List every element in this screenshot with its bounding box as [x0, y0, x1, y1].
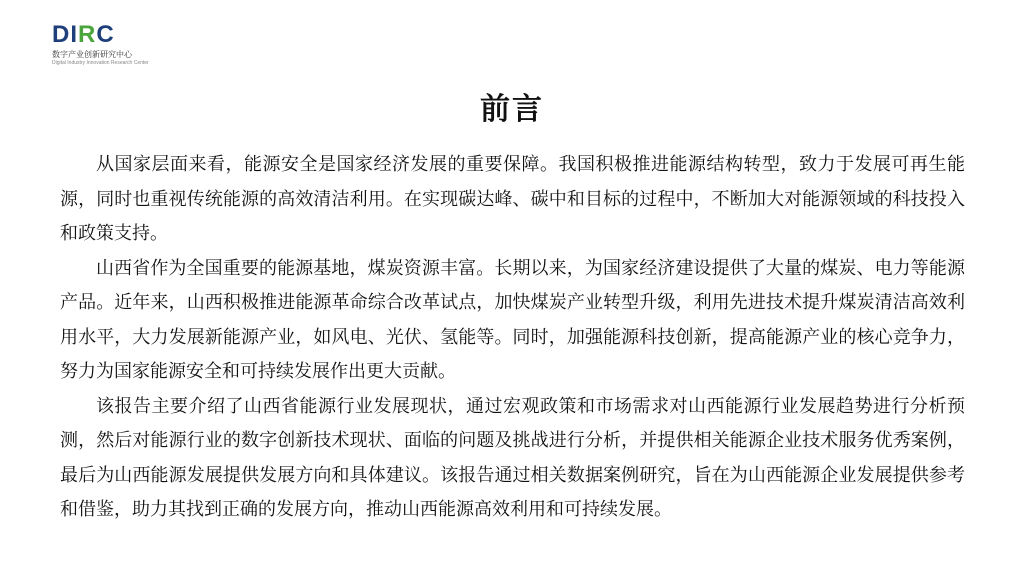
logo-text-r: R [78, 21, 97, 48]
page-title: 前言 [480, 92, 544, 127]
dirc-logo [52, 22, 162, 70]
logo-text [52, 22, 115, 48]
logo-subtitle-en: Digital Industry Innovation Research Center [52, 60, 149, 66]
paragraph-national-energy: 从国家层面来看，能源安全是国家经济发展的重要保障。我国积极推进能源结构转型，致力于发展可再生能源，同时也重视传统能源的高效清洁利用。在实现碳达峰、碳中和目标的过程中，不断加大对能源领域的科技投入和政策支持。 [60, 154, 965, 244]
logo-subtitle-cn: 数字产业创新研究中心 [52, 50, 132, 59]
logo-text-di: DI [52, 21, 78, 48]
paragraph-report-summary: 该报告主要介绍了山西省能源行业发展现状，通过宏观政策和市场需求对山西能源行业发展趋势进行分析预测，然后对能源行业的数字创新技术现状、面临的问题及挑战进行分析，并提供相关能源企业技术服务优秀案例，最后为山西能源发展提供发展方向和具体建议。该报告通过相关数据案例研究，旨在为山西能源企业发展提供参考和借鉴，助力其找到正确的发展方向，推动山西能源高效利用和可持续发展。 [60, 395, 965, 520]
body-text [60, 148, 965, 528]
paragraph-shanxi-energy-base: 山西省作为全国重要的能源基地，煤炭资源丰富。长期以来，为国家经济建设提供了大量的煤炭、电力等能源产品。近年来，山西积极推进能源革命综合改革试点，加快煤炭产业转型升级，利用先进技术提升煤炭清洁高效利用水平，大力发展新能源产业，如风电、光伏、氢能等。同时，加强能源科技创新，提高能源产业的核心竞争力，努力为国家能源安全和可持续发展作出更大贡献。 [60, 257, 965, 382]
logo-text-c: C [96, 21, 115, 48]
logo-wordmark [52, 22, 162, 48]
